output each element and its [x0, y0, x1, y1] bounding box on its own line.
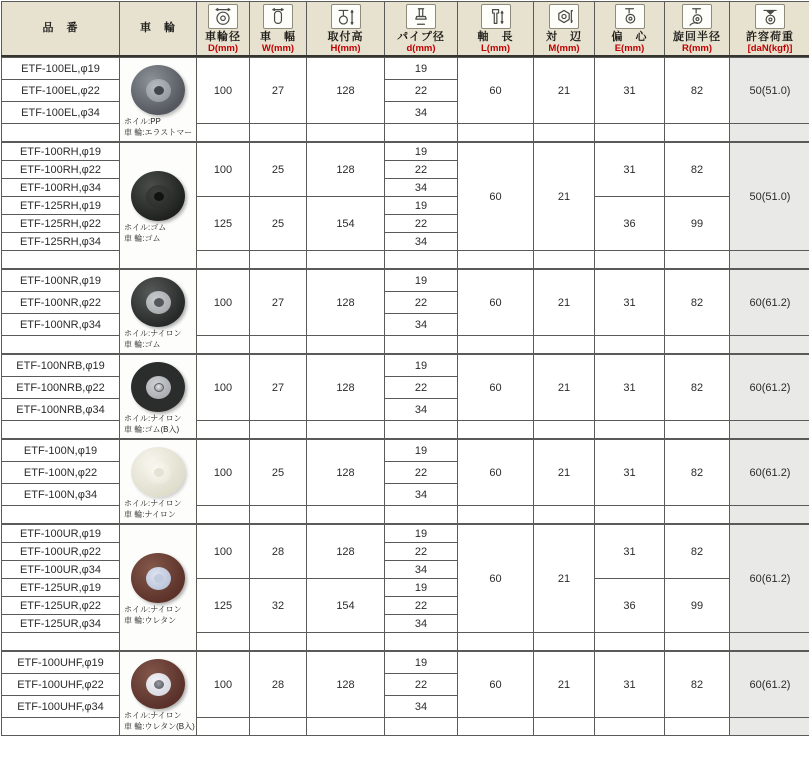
part-number-cell: ETF-125RH,φ19 — [2, 197, 120, 215]
part-number-cell: ETF-100RH,φ19 — [2, 143, 120, 161]
empty-wheel-width-cell — [250, 633, 307, 651]
empty-wheel-diameter-cell — [197, 633, 250, 651]
wheel-caption-line: ホイル:ナイロン — [124, 414, 182, 424]
column-header-9 — [595, 2, 665, 57]
empty-turning-radius-cell — [665, 718, 730, 736]
empty-axle-length-cell — [458, 336, 534, 354]
column-header-label: 旋回半径 — [673, 30, 721, 43]
empty-turning-radius-cell — [665, 506, 730, 524]
turning-radius-value: 82 — [665, 440, 730, 506]
pipe-diameter-value: 22 — [385, 462, 458, 484]
product-row — [2, 143, 809, 161]
column-header-label: 車輪径 — [205, 30, 241, 43]
wheel-column-cell — [120, 58, 197, 142]
empty-wheel-diameter-cell — [197, 506, 250, 524]
wheel-column-cell — [120, 355, 197, 439]
pipe-diameter-value: 34 — [385, 484, 458, 506]
pipe-diameter-value: 34 — [385, 561, 458, 579]
column-header-unit: d(mm) — [406, 42, 436, 54]
wheel-caption-line: ホイル:ナイロン — [124, 499, 182, 509]
part-number-cell: ETF-100UHF,φ19 — [2, 652, 120, 674]
mount-height-value: 154 — [307, 579, 385, 633]
pipe-diameter-value: 19 — [385, 58, 458, 80]
load-capacity-value: 50(51.0) — [730, 143, 809, 251]
pipe-diameter-value: 34 — [385, 615, 458, 633]
empty-mount-height-cell — [307, 421, 385, 439]
hex-width-value: 21 — [534, 143, 595, 251]
wheel-width-value: 27 — [250, 270, 307, 336]
empty-mount-height-cell — [307, 633, 385, 651]
empty-part-number-cell — [2, 506, 120, 524]
pipe-diameter-value: 22 — [385, 377, 458, 399]
axle-length-value: 60 — [458, 143, 534, 251]
wheel-caption-line: 車 輪:ゴム — [124, 233, 161, 243]
wheel-image — [130, 65, 186, 115]
wheel-caption — [120, 414, 196, 437]
turning-radius-value: 82 — [665, 58, 730, 124]
empty-hex-width-cell — [534, 251, 595, 269]
empty-load-capacity-cell — [730, 251, 809, 269]
table-header — [1, 1, 809, 57]
wheel-diameter-value: 100 — [197, 143, 250, 197]
empty-wheel-width-cell — [250, 336, 307, 354]
load-capacity-value: 60(61.2) — [730, 355, 809, 421]
wheel-caption — [120, 499, 196, 522]
product-row — [2, 270, 809, 292]
part-number-cell: ETF-100NR,φ19 — [2, 270, 120, 292]
empty-wheel-width-cell — [250, 718, 307, 736]
wheel-photo-area — [120, 653, 196, 734]
part-number-cell: ETF-125UR,φ34 — [2, 615, 120, 633]
part-number-cell: ETF-125RH,φ34 — [2, 233, 120, 251]
wheel-diameter-icon — [208, 4, 238, 29]
empty-eccentricity-cell — [595, 718, 665, 736]
empty-eccentricity-cell — [595, 251, 665, 269]
pipe-diameter-value: 34 — [385, 102, 458, 124]
part-number-cell: ETF-125UR,φ22 — [2, 597, 120, 615]
part-number-cell: ETF-125UR,φ19 — [2, 579, 120, 597]
eccentricity-value: 31 — [595, 525, 665, 579]
wheel-width-value: 27 — [250, 58, 307, 124]
column-header-label: 偏 心 — [611, 30, 648, 43]
pipe-diameter-value: 34 — [385, 233, 458, 251]
wheel-photo-area — [120, 59, 196, 140]
empty-turning-radius-cell — [665, 421, 730, 439]
axle-length-value: 60 — [458, 270, 534, 336]
wheel-column-cell — [120, 525, 197, 651]
column-header-6 — [385, 2, 458, 57]
pipe-diameter-value: 19 — [385, 355, 458, 377]
wheel-photo-area — [120, 356, 196, 437]
wheel-image — [130, 277, 186, 327]
part-number-cell: ETF-100RH,φ34 — [2, 179, 120, 197]
column-header-unit: D(mm) — [207, 42, 239, 54]
wheel-photo-area — [120, 441, 196, 522]
empty-turning-radius-cell — [665, 251, 730, 269]
empty-mount-height-cell — [307, 251, 385, 269]
empty-eccentricity-cell — [595, 506, 665, 524]
empty-axle-length-cell — [458, 124, 534, 142]
wheel-diameter-value: 125 — [197, 197, 250, 251]
wheel-diameter-value: 100 — [197, 58, 250, 124]
eccentricity-icon — [615, 4, 645, 29]
eccentricity-value: 31 — [595, 58, 665, 124]
wheel-caption — [120, 223, 196, 246]
hex-width-value: 21 — [534, 652, 595, 718]
wheel-image — [130, 171, 186, 221]
empty-eccentricity-cell — [595, 336, 665, 354]
part-number-cell: ETF-100UR,φ19 — [2, 525, 120, 543]
wheel-caption — [120, 711, 196, 734]
wheel-caption-line: ホイル:ナイロン — [124, 711, 182, 721]
product-row — [2, 525, 809, 543]
eccentricity-value: 31 — [595, 143, 665, 197]
wheel-width-value: 27 — [250, 355, 307, 421]
wheel-photo-area — [120, 165, 196, 246]
wheel-width-value: 28 — [250, 652, 307, 718]
mount-height-value: 154 — [307, 197, 385, 251]
wheel-width-value: 32 — [250, 579, 307, 633]
wheel-column-cell — [120, 143, 197, 269]
mount-height-value: 128 — [307, 58, 385, 124]
eccentricity-value: 31 — [595, 270, 665, 336]
wheel-diameter-value: 100 — [197, 525, 250, 579]
product-block-2 — [1, 142, 809, 269]
column-header-label: 車 幅 — [260, 30, 296, 43]
empty-mount-height-cell — [307, 506, 385, 524]
part-number-cell: ETF-100UHF,φ34 — [2, 696, 120, 718]
part-number-cell: ETF-100NRB,φ22 — [2, 377, 120, 399]
wheel-diameter-value: 125 — [197, 579, 250, 633]
wheel-column-cell — [120, 270, 197, 354]
pipe-diameter-value: 22 — [385, 80, 458, 102]
empty-wheel-diameter-cell — [197, 718, 250, 736]
hex-width-value: 21 — [534, 525, 595, 633]
load-capacity-value: 60(61.2) — [730, 525, 809, 633]
turning-radius-icon — [682, 4, 712, 29]
part-number-cell: ETF-100UR,φ22 — [2, 543, 120, 561]
column-header-label: 対 辺 — [546, 30, 582, 43]
empty-hex-width-cell — [534, 421, 595, 439]
part-number-cell: ETF-100EL,φ34 — [2, 102, 120, 124]
empty-mount-height-cell — [307, 336, 385, 354]
column-header-label: パイプ径 — [397, 30, 445, 43]
product-block-7 — [1, 651, 809, 736]
wheel-photo-area — [120, 271, 196, 352]
empty-wheel-width-cell — [250, 421, 307, 439]
wheel-caption-line: 車 輪:ゴム(B入) — [124, 424, 180, 434]
pipe-diameter-value: 19 — [385, 525, 458, 543]
hex-width-value: 21 — [534, 440, 595, 506]
empty-load-capacity-cell — [730, 633, 809, 651]
axle-length-value: 60 — [458, 525, 534, 633]
pipe-diameter-value: 22 — [385, 292, 458, 314]
empty-wheel-diameter-cell — [197, 124, 250, 142]
empty-turning-radius-cell — [665, 124, 730, 142]
empty-load-capacity-cell — [730, 124, 809, 142]
empty-wheel-width-cell — [250, 124, 307, 142]
mount-height-value: 128 — [307, 355, 385, 421]
mount-height-value: 128 — [307, 652, 385, 718]
part-number-cell: ETF-100N,φ34 — [2, 484, 120, 506]
column-header-unit: H(mm) — [330, 42, 361, 54]
column-header-1 — [2, 2, 120, 57]
empty-wheel-diameter-cell — [197, 421, 250, 439]
wheel-caption-line: ホイル:ナイロン — [124, 329, 182, 339]
wheel-width-value: 25 — [250, 143, 307, 197]
column-header-2 — [120, 2, 197, 57]
empty-eccentricity-cell — [595, 124, 665, 142]
wheel-caption-line: 車 輪:エラストマー — [124, 127, 193, 137]
product-block-3 — [1, 269, 809, 354]
pipe-diameter-value: 22 — [385, 161, 458, 179]
turning-radius-value: 82 — [665, 270, 730, 336]
wheel-image — [130, 447, 186, 497]
column-header-8 — [534, 2, 595, 57]
wheel-image — [130, 362, 186, 412]
wheel-diameter-value: 100 — [197, 652, 250, 718]
wheel-caption-line: ホイル:ナイロン — [124, 605, 182, 615]
empty-part-number-cell — [2, 718, 120, 736]
empty-part-number-cell — [2, 421, 120, 439]
wheel-diameter-value: 100 — [197, 440, 250, 506]
hex-width-icon — [549, 4, 579, 29]
empty-load-capacity-cell — [730, 506, 809, 524]
mount-height-value: 128 — [307, 143, 385, 197]
empty-wheel-diameter-cell — [197, 251, 250, 269]
wheel-caption-line: ホイル:ゴム — [124, 223, 167, 233]
empty-pipe-diameter-cell — [385, 336, 458, 354]
pipe-diameter-value: 34 — [385, 399, 458, 421]
empty-turning-radius-cell — [665, 633, 730, 651]
pipe-diameter-value: 19 — [385, 143, 458, 161]
part-number-cell: ETF-100N,φ22 — [2, 462, 120, 484]
eccentricity-value: 36 — [595, 197, 665, 251]
mount-height-value: 128 — [307, 270, 385, 336]
part-number-cell: ETF-100N,φ19 — [2, 440, 120, 462]
column-header-unit: L(mm) — [480, 42, 511, 54]
wheel-width-value: 25 — [250, 440, 307, 506]
eccentricity-value: 36 — [595, 579, 665, 633]
pipe-diameter-value: 22 — [385, 543, 458, 561]
axle-length-value: 60 — [458, 355, 534, 421]
turning-radius-value: 99 — [665, 197, 730, 251]
turning-radius-value: 82 — [665, 143, 730, 197]
wheel-diameter-value: 100 — [197, 355, 250, 421]
wheel-photo-area — [120, 547, 196, 628]
empty-pipe-diameter-cell — [385, 506, 458, 524]
axle-length-value: 60 — [458, 652, 534, 718]
axle-length-icon — [481, 4, 511, 29]
axle-length-value: 60 — [458, 58, 534, 124]
product-row — [2, 440, 809, 462]
wheel-width-value: 28 — [250, 525, 307, 579]
empty-turning-radius-cell — [665, 336, 730, 354]
part-number-cell: ETF-100NRB,φ19 — [2, 355, 120, 377]
wheel-caption-line: 車 輪:ゴム — [124, 339, 161, 349]
product-block-6 — [1, 524, 809, 651]
eccentricity-value: 31 — [595, 652, 665, 718]
pipe-diameter-icon — [406, 4, 436, 29]
pipe-diameter-value: 19 — [385, 270, 458, 292]
pipe-diameter-value: 22 — [385, 597, 458, 615]
empty-part-number-cell — [2, 251, 120, 269]
mount-height-value: 128 — [307, 440, 385, 506]
product-row — [2, 58, 809, 80]
part-number-cell: ETF-100NRB,φ34 — [2, 399, 120, 421]
wheel-image — [130, 553, 186, 603]
turning-radius-value: 82 — [665, 355, 730, 421]
column-header-label: 許容荷重 — [746, 30, 794, 43]
pipe-diameter-value: 22 — [385, 674, 458, 696]
part-number-cell: ETF-100EL,φ19 — [2, 58, 120, 80]
empty-hex-width-cell — [534, 718, 595, 736]
empty-axle-length-cell — [458, 633, 534, 651]
empty-load-capacity-cell — [730, 421, 809, 439]
pipe-diameter-value: 19 — [385, 579, 458, 597]
empty-hex-width-cell — [534, 336, 595, 354]
empty-load-capacity-cell — [730, 718, 809, 736]
empty-wheel-width-cell — [250, 506, 307, 524]
empty-axle-length-cell — [458, 506, 534, 524]
column-header-11 — [730, 2, 809, 57]
column-header-unit: [daN(kgf)] — [747, 42, 793, 54]
load-capacity-value: 60(61.2) — [730, 270, 809, 336]
empty-axle-length-cell — [458, 251, 534, 269]
empty-mount-height-cell — [307, 124, 385, 142]
column-header-5 — [307, 2, 385, 57]
wheel-caption — [120, 605, 196, 628]
empty-load-capacity-cell — [730, 336, 809, 354]
column-header-10 — [665, 2, 730, 57]
eccentricity-value: 31 — [595, 440, 665, 506]
load-capacity-value: 50(51.0) — [730, 58, 809, 124]
product-row — [2, 355, 809, 377]
pipe-diameter-value: 22 — [385, 215, 458, 233]
pipe-diameter-value: 34 — [385, 696, 458, 718]
column-header-label: 軸 長 — [477, 30, 514, 43]
wheel-caption-line: 車 輪:ウレタン — [124, 615, 177, 625]
wheel-caption-line: ホイル:PP — [124, 117, 161, 127]
empty-eccentricity-cell — [595, 633, 665, 651]
column-header-unit: M(mm) — [548, 42, 580, 54]
pipe-diameter-value: 19 — [385, 197, 458, 215]
wheel-caption — [120, 329, 196, 352]
product-row — [2, 652, 809, 674]
empty-part-number-cell — [2, 633, 120, 651]
empty-eccentricity-cell — [595, 421, 665, 439]
empty-axle-length-cell — [458, 718, 534, 736]
column-header-3 — [197, 2, 250, 57]
empty-pipe-diameter-cell — [385, 124, 458, 142]
column-header-7 — [458, 2, 534, 57]
column-header-4 — [250, 2, 307, 57]
wheel-caption — [120, 117, 196, 140]
part-number-cell: ETF-100UHF,φ22 — [2, 674, 120, 696]
empty-hex-width-cell — [534, 633, 595, 651]
empty-mount-height-cell — [307, 718, 385, 736]
product-block-4 — [1, 354, 809, 439]
mount-height-value: 128 — [307, 525, 385, 579]
mount-height-icon — [331, 4, 361, 29]
turning-radius-value: 99 — [665, 579, 730, 633]
turning-radius-value: 82 — [665, 652, 730, 718]
turning-radius-value: 82 — [665, 525, 730, 579]
wheel-image — [130, 659, 186, 709]
column-header-unit: E(mm) — [614, 42, 645, 54]
empty-part-number-cell — [2, 336, 120, 354]
load-capacity-value: 60(61.2) — [730, 440, 809, 506]
empty-axle-length-cell — [458, 421, 534, 439]
empty-pipe-diameter-cell — [385, 718, 458, 736]
column-header-unit: W(mm) — [261, 42, 295, 54]
load-capacity-value: 60(61.2) — [730, 652, 809, 718]
wheel-caption-line: 車 輪:ウレタン(B入) — [124, 721, 195, 731]
load-capacity-icon — [755, 4, 785, 29]
wheel-column-cell — [120, 440, 197, 524]
column-header-label: 品 番 — [42, 22, 79, 35]
pipe-diameter-value: 34 — [385, 179, 458, 197]
wheel-diameter-value: 100 — [197, 270, 250, 336]
pipe-diameter-value: 19 — [385, 440, 458, 462]
part-number-cell: ETF-100UR,φ34 — [2, 561, 120, 579]
empty-pipe-diameter-cell — [385, 251, 458, 269]
column-header-label: 車 輪 — [140, 22, 176, 35]
axle-length-value: 60 — [458, 440, 534, 506]
empty-hex-width-cell — [534, 124, 595, 142]
product-block-1 — [1, 57, 809, 142]
column-header-label: 取付高 — [327, 30, 364, 43]
wheel-caption-line: 車 輪:ナイロン — [124, 509, 176, 519]
wheel-width-value: 25 — [250, 197, 307, 251]
pipe-diameter-value: 19 — [385, 652, 458, 674]
eccentricity-value: 31 — [595, 355, 665, 421]
hex-width-value: 21 — [534, 355, 595, 421]
column-header-unit: R(mm) — [681, 42, 713, 54]
empty-wheel-width-cell — [250, 251, 307, 269]
empty-wheel-diameter-cell — [197, 336, 250, 354]
empty-pipe-diameter-cell — [385, 633, 458, 651]
wheel-column-cell — [120, 652, 197, 736]
part-number-cell: ETF-100NR,φ22 — [2, 292, 120, 314]
pipe-diameter-value: 34 — [385, 314, 458, 336]
wheel-width-icon — [263, 4, 293, 29]
hex-width-value: 21 — [534, 58, 595, 124]
empty-part-number-cell — [2, 124, 120, 142]
empty-pipe-diameter-cell — [385, 421, 458, 439]
hex-width-value: 21 — [534, 270, 595, 336]
product-block-5 — [1, 439, 809, 524]
part-number-cell: ETF-100RH,φ22 — [2, 161, 120, 179]
part-number-cell: ETF-100EL,φ22 — [2, 80, 120, 102]
part-number-cell: ETF-125RH,φ22 — [2, 215, 120, 233]
part-number-cell: ETF-100NR,φ34 — [2, 314, 120, 336]
empty-hex-width-cell — [534, 506, 595, 524]
